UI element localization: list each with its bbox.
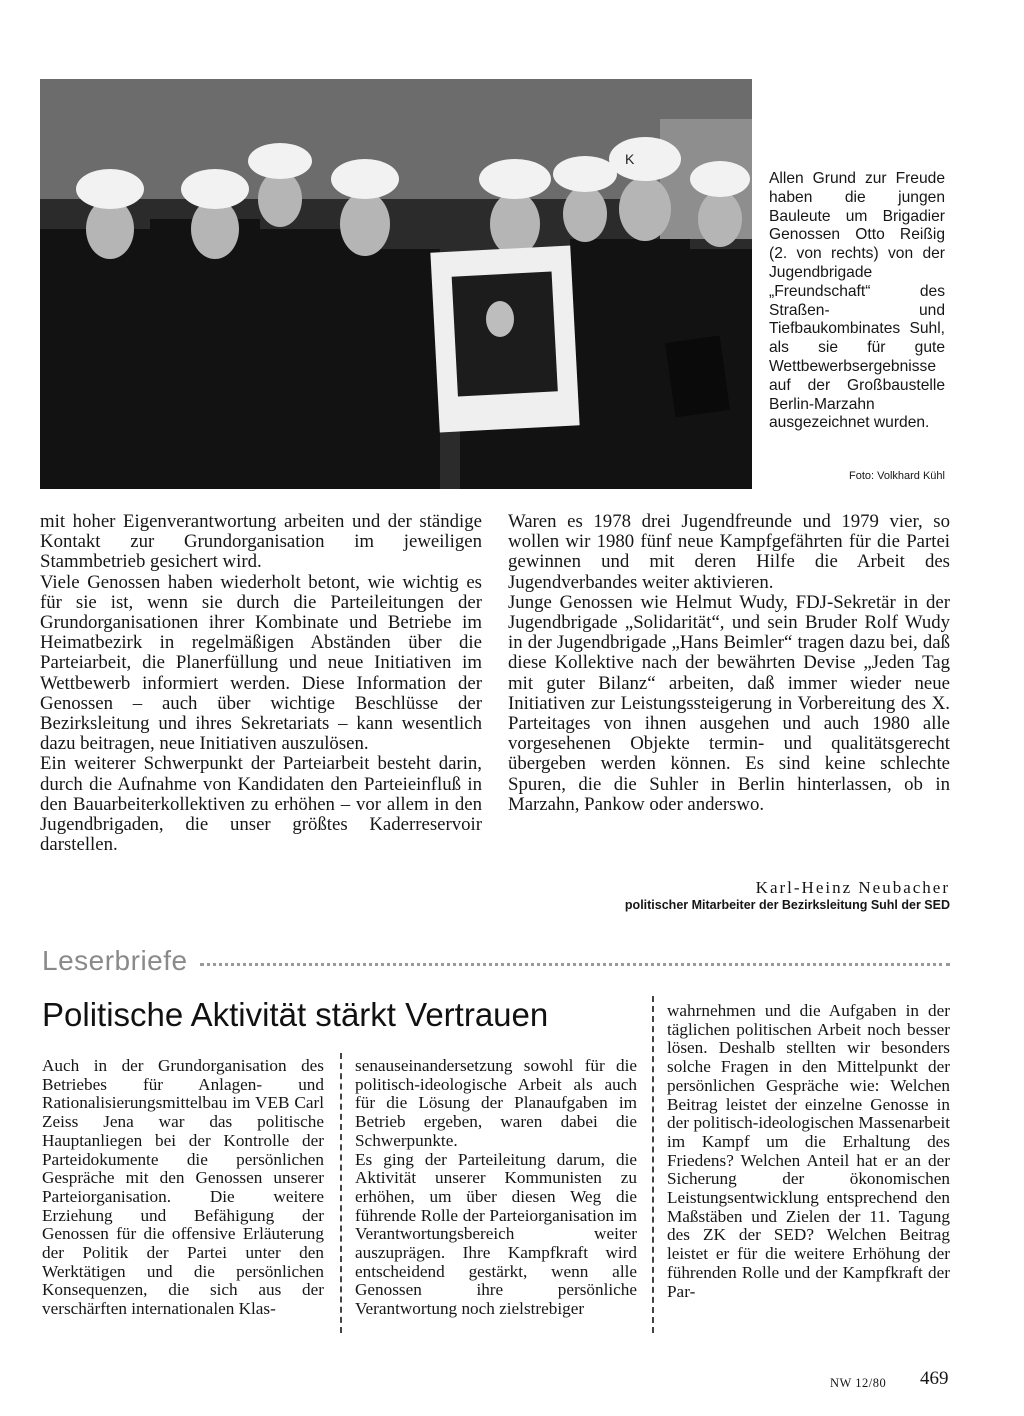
helmet-mark: K [625, 151, 635, 167]
photo-caption: Allen Grund zur Freude haben die jungen Bauleute um Brigadier Genossen Otto Reißig (2. von rechts) von der Jugendbrigade „Freundschaft“ des Straßen- und Tiefbaukombinates Suhl, als sie für gute Wettbewerbsergebnisse auf der Großbaustelle Berlin-Marzahn ausgezeichnet wurden. [769, 170, 945, 432]
column-divider [652, 996, 654, 1333]
letters-column-2 [355, 1057, 637, 1319]
section-label: Leserbriefe [42, 945, 188, 976]
section-divider [200, 963, 950, 966]
article-paragraph: Waren es 1978 drei Jugendfreunde und 1979 vier, so wollen wir 1980 fünf neue Kampfgefährten für die Partei gewinnen und mit deren Hilfe die Arbeit des Jugendverbandes weiter aktivieren. [508, 511, 950, 593]
article-column-right [508, 512, 950, 815]
letters-column-3 [667, 1002, 950, 1301]
photo-illustration [40, 79, 752, 489]
photo-credit: Foto: Volkhard Kühl [848, 470, 945, 482]
issue-reference: NW 12/80 [830, 1376, 887, 1390]
article-paragraph: mit hoher Eigenverantwortung arbeiten und der ständige Kontakt zur Grundorganisation im jeweiligen Stammbetrieb gesichert wird. [40, 511, 482, 573]
letters-paragraph: wahrnehmen und die Aufgaben in der täglichen politischen Arbeit noch besser lösen. Deshalb stellten wir besonders solche Fragen in den Mittelpunkt der persönlichen Gespräche wie: Welchen Beitrag leistet der einzelne Genosse in der politisch-ideologischen Massenarbeit im Kampf um die Erhaltung des Friedens? Welchen Anteil hat er an der Sicherung der ökonomischen Leistungsentwicklung entsprechend den Maßstäben und Zielen der 11. Tagung des ZK der SED? Welchen Beitrag leistet er für die weitere Erhöhung der führenden Rolle und der Kampfkraft der Par- [667, 1001, 950, 1301]
letters-headline: Politische Aktivität stärkt Vertrauen [42, 996, 549, 1033]
article-author: Karl-Heinz Neubacher [755, 878, 950, 897]
page-number: 469 [920, 1368, 949, 1389]
article-author-role: politischer Mitarbeiter der Bezirksleitung Suhl der SED [624, 898, 950, 912]
letters-paragraph: Auch in der Grundorganisation des Betriebes für Anlagen- und Rationalisierungsmittelbau im VEB Carl Zeiss Jena war das politische Hauptanliegen bei der Kontrolle der Parteidokumente die persönlichen Gespräche mit den Genossen unserer Parteiorganisation. Die weitere Erziehung und Befähigung der Genossen für die offensive Erläuterung der Politik der Partei unter den Werktätigen und die persönlichen Konsequenzen, die sich aus der verschärften internationalen Klas- [42, 1056, 324, 1319]
group-photo [40, 79, 752, 489]
article-column-left [40, 512, 482, 855]
column-divider [340, 1053, 342, 1333]
article-paragraph: Ein weiterer Schwerpunkt der Parteiarbeit besteht darin, durch die Aufnahme von Kandidaten den Parteieinfluß in den Bauarbeiterkollektiven zu erhöhen – vor allem in den Jugendbrigaden, die unser größtes Kaderreservoir darstellen. [40, 753, 482, 856]
letters-paragraph: Es ging der Parteileitung darum, die Aktivität unserer Kommunisten zu erhöhen, um über diesen Weg die führende Rolle der Parteiorganisation im Verantwortungsbereich weiter auszuprägen. Ihre Kampfkraft wird entscheidend gestärkt, wenn alle Genossen ihre persönliche Verantwortung noch zielstrebiger [355, 1149, 637, 1319]
letters-paragraph: senauseinandersetzung sowohl für die politisch-ideologische Arbeit als auch für die Lösung der Planaufgaben im Betrieb ergeben, waren dabei die Schwerpunkte. [355, 1056, 637, 1150]
article-paragraph: Viele Genossen haben wiederholt betont, wie wichtig es für sie ist, wenn sie durch die Parteileitungen der Grundorganisationen ihrer Kombinate und Betriebe im Heimatbezirk in regelmäßigen Abständen über die Parteiarbeit, die Planerfüllung und neue Initiativen im Wettbewerb informiert werden. Diese Information der Genossen – auch über wichtige Beschlüsse der Bezirksleitung und ihres Sekretariats – kann wesentlich dazu beitragen, neue Initiativen auszulösen. [40, 571, 482, 755]
article-paragraph: Junge Genossen wie Helmut Wudy, FDJ-Sekretär in der Jugendbrigade „Solidarität“, und sein Bruder Rolf Wudy in der Jugendbrigade „Hans Beimler“ tragen dazu bei, daß diese Kollektive nach der bewährten Devise „Jeden Tag mit guter Bilanz“ arbeiten, daß immer wieder neue Initiativen zur Leistungssteigerung in Vorbereitung des X. Parteitages von ihnen ausgehen und auch 1980 alle vorgesehenen Objekte termin- und qualitätsgerecht übergeben werden können. Es sind keine schlechte Spuren, die die Suhler in Berlin hinterlassen, ob in Marzahn, Pankow oder anderswo. [508, 591, 950, 815]
letters-column-1 [42, 1057, 324, 1319]
